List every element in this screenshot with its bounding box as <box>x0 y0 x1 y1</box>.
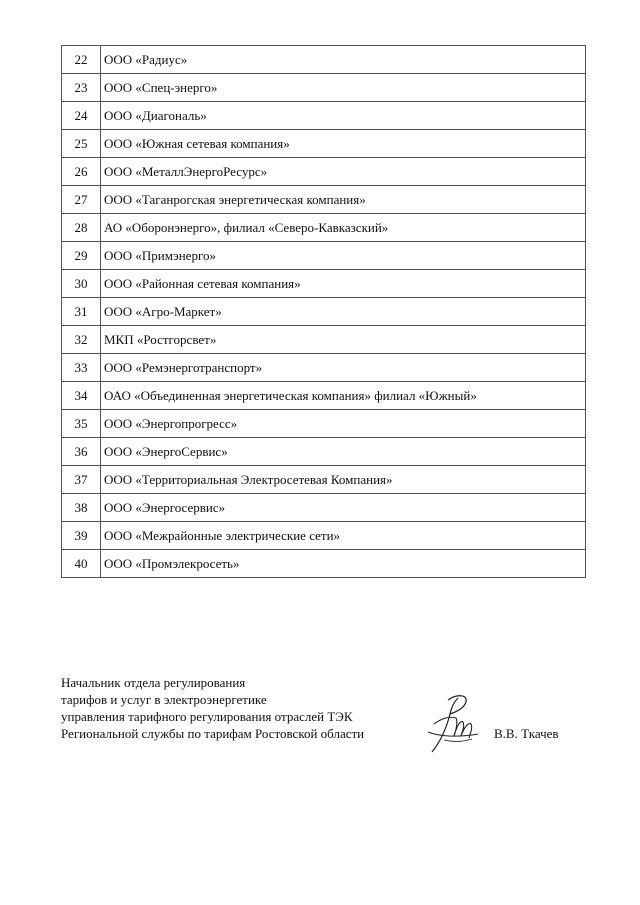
row-number: 29 <box>62 242 101 270</box>
signatory-position-line-4: Региональной службы по тарифам Ростовской области <box>61 726 365 741</box>
row-number: 24 <box>62 102 101 130</box>
row-number: 34 <box>62 382 101 410</box>
organization-name: ООО «Межрайонные электрические сети» <box>101 522 586 550</box>
table-row <box>62 46 586 74</box>
row-number: 37 <box>62 466 101 494</box>
row-number: 40 <box>62 550 101 578</box>
row-number: 32 <box>62 326 101 354</box>
row-number: 27 <box>62 186 101 214</box>
organization-name: ООО «ЭнергоСервис» <box>101 438 586 466</box>
row-number: 30 <box>62 270 101 298</box>
row-number: 31 <box>62 298 101 326</box>
table-row <box>62 438 586 466</box>
table-row <box>62 186 586 214</box>
organization-name: ОАО «Объединенная энергетическая компания» филиал «Южный» <box>101 382 586 410</box>
table-row <box>62 270 586 298</box>
row-number: 25 <box>62 130 101 158</box>
organization-name: ООО «Спец-энерго» <box>101 74 586 102</box>
row-number: 23 <box>62 74 101 102</box>
row-number: 36 <box>62 438 101 466</box>
table-row <box>62 326 586 354</box>
table-row <box>62 354 586 382</box>
signatory-position <box>61 674 364 742</box>
organization-name: ООО «Промэлекросеть» <box>101 550 586 578</box>
table-row <box>62 550 586 578</box>
table-row <box>62 242 586 270</box>
organization-name: ООО «Таганрогская энергетическая компания» <box>101 186 586 214</box>
organization-name: ООО «Примэнерго» <box>101 242 586 270</box>
table-row <box>62 466 586 494</box>
table-row <box>62 130 586 158</box>
table-row <box>62 298 586 326</box>
table-row <box>62 158 586 186</box>
row-number: 35 <box>62 410 101 438</box>
organizations-table-body <box>62 46 586 578</box>
organization-name: ООО «Территориальная Электросетевая Компания» <box>101 466 586 494</box>
table-row <box>62 382 586 410</box>
row-number: 22 <box>62 46 101 74</box>
table-row <box>62 494 586 522</box>
organization-name: МКП «Ростгорсвет» <box>101 326 586 354</box>
row-number: 28 <box>62 214 101 242</box>
row-number: 38 <box>62 494 101 522</box>
organization-name: ООО «МеталлЭнергоРесурс» <box>101 158 586 186</box>
row-number: 33 <box>62 354 101 382</box>
organization-name: ООО «Южная сетевая компания» <box>101 130 586 158</box>
organization-name: ООО «Диагональ» <box>101 102 586 130</box>
table-row <box>62 522 586 550</box>
signatory-position-line-1: Начальник отдела регулирования <box>61 675 246 690</box>
organization-name: ООО «Энергосервис» <box>101 494 586 522</box>
organization-name: ООО «Энергопрогресс» <box>101 410 586 438</box>
organization-name: ООО «Районная сетевая компания» <box>101 270 586 298</box>
signer-name: В.В. Ткачев <box>494 726 559 741</box>
table-row <box>62 102 586 130</box>
table-row <box>62 74 586 102</box>
table-row <box>62 410 586 438</box>
row-number: 26 <box>62 158 101 186</box>
organization-name: ООО «Агро-Маркет» <box>101 298 586 326</box>
organization-name: ООО «Ремэнерготранспорт» <box>101 354 586 382</box>
organization-name: АО «Оборонэнерго», филиал «Северо-Кавказский» <box>101 214 586 242</box>
organization-name: ООО «Радиус» <box>101 46 586 74</box>
signatory-position-line-3: управления тарифного регулирования отраслей ТЭК <box>61 709 353 724</box>
signatory-position-line-2: тарифов и услуг в электроэнергетике <box>61 692 267 707</box>
row-number: 39 <box>62 522 101 550</box>
handwritten-signature <box>426 692 480 754</box>
organizations-table <box>61 45 586 578</box>
table-row <box>62 214 586 242</box>
